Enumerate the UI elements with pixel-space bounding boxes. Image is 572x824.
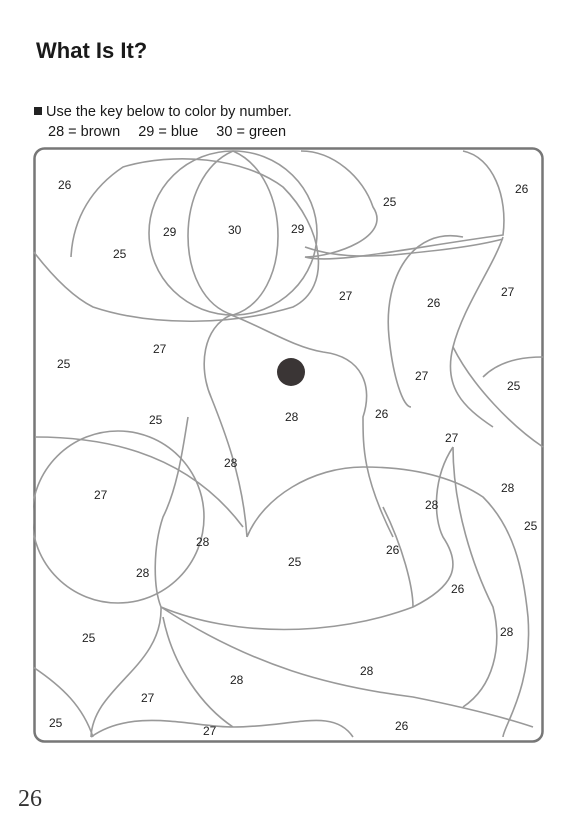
region-number: 27 [445, 431, 459, 445]
region-number: 26 [395, 719, 409, 733]
region-number: 27 [141, 691, 155, 705]
region-number: 27 [339, 289, 353, 303]
region-number: 28 [224, 456, 238, 470]
region-number: 28 [136, 566, 150, 580]
region-number: 25 [507, 379, 521, 393]
region-number: 26 [386, 543, 400, 557]
key-entry: 30 = green [216, 124, 287, 140]
page-title: What Is It? [36, 38, 148, 63]
region-number: 28 [501, 481, 515, 495]
region-number: 27 [153, 342, 167, 356]
instructions-text: Use the key below to color by number. [46, 104, 292, 120]
region-number: 28 [285, 410, 299, 424]
region-number: 26 [515, 182, 529, 196]
region-number: 25 [383, 195, 397, 209]
region-number: 25 [288, 555, 302, 569]
region-number: 30 [228, 223, 242, 237]
region-number: 26 [375, 407, 389, 421]
color-by-number-puzzle [33, 147, 545, 745]
region-number: 25 [57, 357, 71, 371]
instructions [34, 104, 292, 120]
region-number: 28 [425, 498, 439, 512]
region-number: 28 [230, 673, 244, 687]
key-entry: 28 = brown [48, 124, 121, 140]
eye-dot [277, 358, 305, 386]
region-number: 25 [524, 519, 538, 533]
page-number: 26 [18, 786, 42, 812]
region-number: 27 [501, 285, 515, 299]
region-number: 26 [427, 296, 441, 310]
key-entry: 29 = blue [138, 124, 199, 140]
region-number: 29 [291, 222, 305, 236]
region-number: 29 [163, 225, 177, 239]
region-number: 28 [360, 664, 374, 678]
region-number: 25 [113, 247, 127, 261]
region-number: 28 [500, 625, 514, 639]
region-number: 27 [415, 369, 429, 383]
region-number: 26 [451, 582, 465, 596]
region-number: 28 [196, 535, 210, 549]
region-number: 27 [203, 724, 217, 738]
region-number: 25 [49, 716, 63, 730]
region-number-labels [49, 178, 538, 738]
bullet-square-icon [34, 107, 42, 115]
region-number: 26 [58, 178, 72, 192]
color-key [48, 124, 300, 140]
region-number: 27 [94, 488, 108, 502]
region-number: 25 [82, 631, 96, 645]
region-number: 25 [149, 413, 163, 427]
region-outlines [33, 151, 543, 737]
